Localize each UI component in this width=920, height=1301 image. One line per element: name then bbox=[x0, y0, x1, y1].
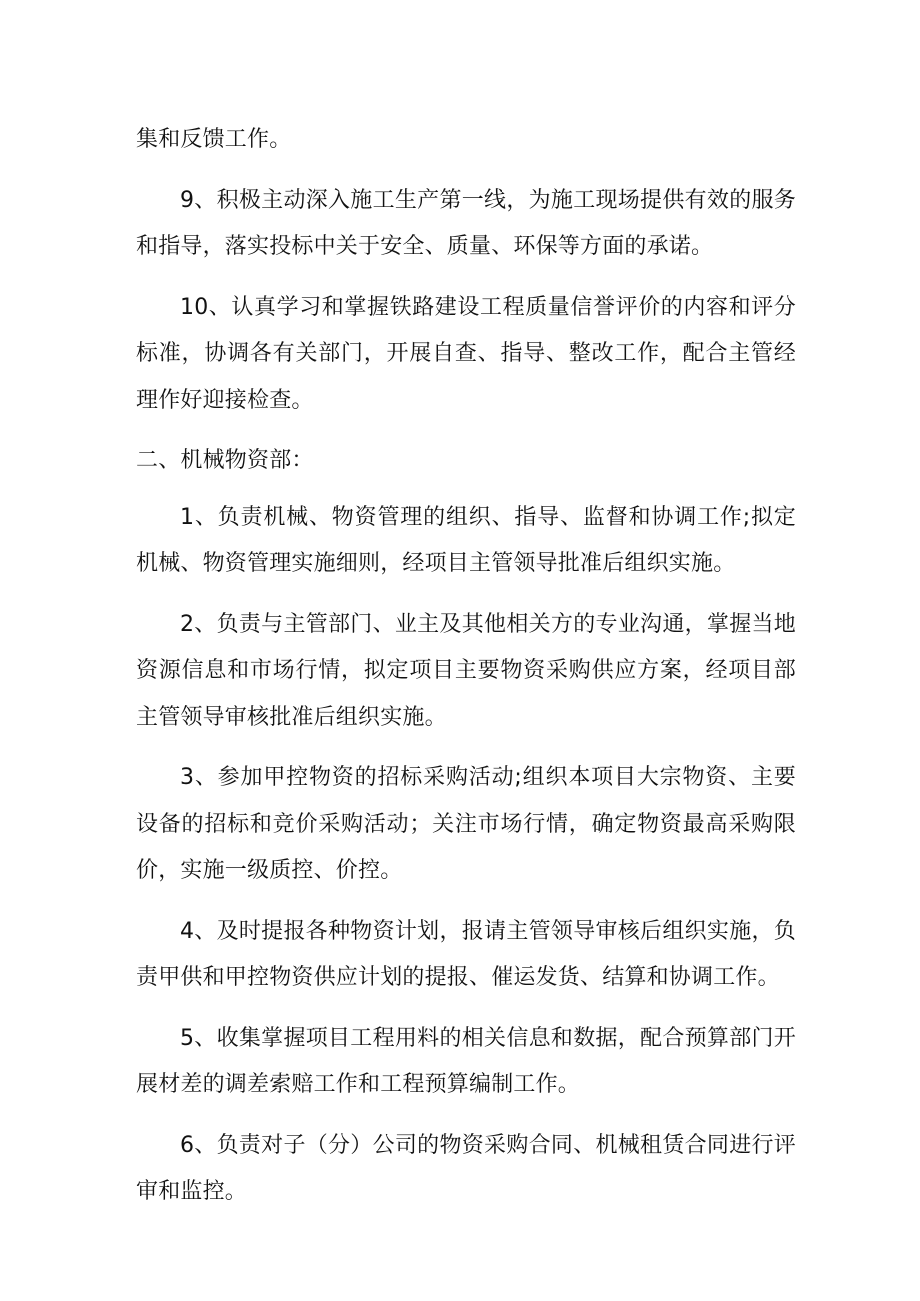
paragraph-item-5: 5、收集掌握项目工程用料的相关信息和数据，配合预算部门开展材差的调差索赔工作和工程预算编制工作。 bbox=[136, 1025, 796, 1097]
paragraph-item-1: 1、负责机械、物资管理的组织、指导、监督和协调工作;拟定机械、物资管理实施细则，经项目主管领导批准后组织实施。 bbox=[136, 504, 796, 576]
paragraph-item-10: 10、认真学习和掌握铁路建设工程质量信誉评价的内容和评分标准，协调各有关部门，开展自查、指导、整改工作，配合主管经理作好迎接检查。 bbox=[136, 294, 796, 413]
paragraph-item-6: 6、负责对子（分）公司的物资采购合同、机械租赁合同进行评审和监控。 bbox=[136, 1132, 796, 1204]
paragraph-item-4: 4、及时提报各种物资计划，报请主管领导审核后组织实施，负责甲供和甲控物资供应计划的提报、催运发货、结算和协调工作。 bbox=[136, 918, 796, 990]
paragraph-continuation: 集和反馈工作。 bbox=[136, 127, 292, 152]
section-heading: 二、机械物资部： bbox=[136, 448, 314, 473]
paragraph-item-3: 3、参加甲控物资的招标采购活动;组织本项目大宗物资、主要设备的招标和竞价采购活动；关注市场行情，确定物资最高采购限价，实施一级质控、价控。 bbox=[136, 765, 796, 883]
document-body bbox=[136, 117, 796, 1230]
paragraph-item-9: 9、积极主动深入施工生产第一线，为施工现场提供有效的服务和指导，落实投标中关于安全、质量、环保等方面的承诺。 bbox=[136, 187, 796, 259]
paragraph-item-2: 2、负责与主管部门、业主及其他相关方的专业沟通，掌握当地资源信息和市场行情，拟定项目主要物资采购供应方案，经项目部主管领导审核批准后组织实施。 bbox=[136, 611, 796, 730]
